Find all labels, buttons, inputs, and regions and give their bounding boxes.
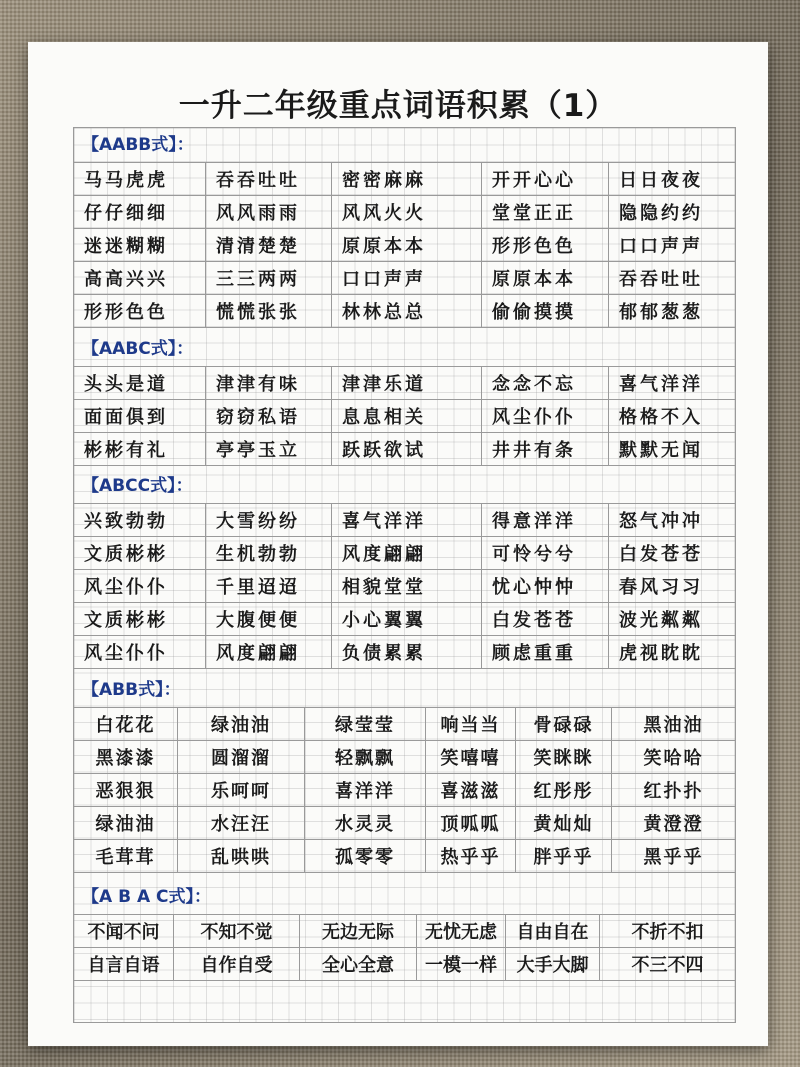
word-cell: 顶呱呱 [426, 807, 516, 840]
word-cell: 格格不入 [609, 400, 735, 433]
word-cell: 负债累累 [332, 636, 482, 669]
word-cell: 彬彬有礼 [74, 433, 206, 466]
word-cell: 乱哄哄 [178, 840, 305, 873]
section-aabc [74, 332, 735, 466]
word-cell: 孤零零 [305, 840, 426, 873]
word-cell: 高高兴兴 [74, 262, 206, 295]
word-cell: 密密麻麻 [332, 163, 482, 196]
word-cell: 津津有味 [206, 367, 332, 400]
word-cell: 热乎乎 [426, 840, 516, 873]
word-cell: 不闻不问 [74, 915, 174, 948]
word-cell: 忧心忡忡 [482, 570, 609, 603]
word-cell: 仔仔细细 [74, 196, 206, 229]
word-cell: 白发苍苍 [482, 603, 609, 636]
word-cell: 不折不扣 [600, 915, 735, 948]
word-cell: 津津乐道 [332, 367, 482, 400]
word-cell: 跃跃欲试 [332, 433, 482, 466]
word-cell: 井井有条 [482, 433, 609, 466]
word-cell: 头头是道 [74, 367, 206, 400]
word-cell: 风尘仆仆 [74, 570, 206, 603]
word-cell: 自言自语 [74, 948, 174, 981]
word-cell: 一模一样 [417, 948, 506, 981]
word-cell: 大手大脚 [506, 948, 600, 981]
word-table [73, 127, 736, 1023]
word-cell: 形形色色 [482, 229, 609, 262]
word-cell: 白发苍苍 [609, 537, 735, 570]
word-cell: 大腹便便 [206, 603, 332, 636]
grid-aabb [74, 162, 735, 328]
word-cell: 风尘仆仆 [482, 400, 609, 433]
grid-abb [74, 707, 735, 873]
word-cell: 笑嘻嘻 [426, 741, 516, 774]
word-cell: 慌慌张张 [206, 295, 332, 328]
section-header-aabc: 【AABC式】： [82, 339, 194, 359]
word-cell: 自作自受 [174, 948, 300, 981]
word-cell: 波光粼粼 [609, 603, 735, 636]
word-cell: 偷偷摸摸 [482, 295, 609, 328]
word-cell: 黄澄澄 [612, 807, 735, 840]
word-cell: 全心全意 [300, 948, 417, 981]
word-cell: 风风雨雨 [206, 196, 332, 229]
word-cell: 千里迢迢 [206, 570, 332, 603]
grid-abac [74, 914, 735, 981]
word-cell: 黑漆漆 [74, 741, 178, 774]
word-cell: 不三不四 [600, 948, 735, 981]
word-cell: 得意洋洋 [482, 504, 609, 537]
section-header-abac: 【A B A C式】： [82, 887, 212, 907]
word-cell: 林林总总 [332, 295, 482, 328]
word-cell: 骨碌碌 [516, 708, 612, 741]
word-cell: 吞吞吐吐 [206, 163, 332, 196]
word-cell: 红彤彤 [516, 774, 612, 807]
section-abb [74, 673, 735, 873]
word-cell: 开开心心 [482, 163, 609, 196]
word-cell: 圆溜溜 [178, 741, 305, 774]
word-cell: 绿油油 [74, 807, 178, 840]
word-cell: 默默无闻 [609, 433, 735, 466]
word-cell: 可怜兮兮 [482, 537, 609, 570]
page-title: 一升二年级重点词语积累（1） [178, 88, 618, 124]
word-cell: 兴致勃勃 [74, 504, 206, 537]
word-cell: 乐呵呵 [178, 774, 305, 807]
section-aabb [74, 128, 735, 328]
word-cell: 原原本本 [482, 262, 609, 295]
word-cell: 三三两两 [206, 262, 332, 295]
word-cell: 吞吞吐吐 [609, 262, 735, 295]
word-cell: 虎视眈眈 [609, 636, 735, 669]
word-cell: 怒气冲冲 [609, 504, 735, 537]
word-cell: 胖乎乎 [516, 840, 612, 873]
word-cell: 马马虎虎 [74, 163, 206, 196]
paper-sheet [28, 42, 768, 1046]
word-cell: 红扑扑 [612, 774, 735, 807]
word-cell: 水汪汪 [178, 807, 305, 840]
word-cell: 文质彬彬 [74, 603, 206, 636]
section-abcc [74, 469, 735, 669]
word-cell: 笑眯眯 [516, 741, 612, 774]
word-cell: 轻飘飘 [305, 741, 426, 774]
word-cell: 生机勃勃 [206, 537, 332, 570]
word-cell: 响当当 [426, 708, 516, 741]
word-cell: 息息相关 [332, 400, 482, 433]
word-cell: 黑油油 [612, 708, 735, 741]
word-cell: 郁郁葱葱 [609, 295, 735, 328]
word-cell: 喜气洋洋 [609, 367, 735, 400]
word-cell: 喜滋滋 [426, 774, 516, 807]
section-header-aabb: 【AABB式】： [82, 135, 194, 155]
word-cell: 清清楚楚 [206, 229, 332, 262]
word-cell: 亭亭玉立 [206, 433, 332, 466]
word-cell: 恶狠狠 [74, 774, 178, 807]
word-cell: 白花花 [74, 708, 178, 741]
word-cell: 自由自在 [506, 915, 600, 948]
word-cell: 喜洋洋 [305, 774, 426, 807]
word-cell: 无边无际 [300, 915, 417, 948]
word-cell: 念念不忘 [482, 367, 609, 400]
word-cell: 小心翼翼 [332, 603, 482, 636]
word-cell: 口口声声 [332, 262, 482, 295]
word-cell: 形形色色 [74, 295, 206, 328]
grid-abcc [74, 503, 735, 669]
word-cell: 窃窃私语 [206, 400, 332, 433]
word-cell: 春风习习 [609, 570, 735, 603]
word-cell: 黄灿灿 [516, 807, 612, 840]
word-cell: 口口声声 [609, 229, 735, 262]
word-cell: 文质彬彬 [74, 537, 206, 570]
word-cell: 不知不觉 [174, 915, 300, 948]
word-cell: 堂堂正正 [482, 196, 609, 229]
word-cell: 风度翩翩 [332, 537, 482, 570]
word-cell: 毛茸茸 [74, 840, 178, 873]
section-header-abcc: 【ABCC式】： [82, 476, 193, 496]
word-cell: 喜气洋洋 [332, 504, 482, 537]
word-cell: 大雪纷纷 [206, 504, 332, 537]
grid-aabc [74, 366, 735, 466]
word-cell: 风尘仆仆 [74, 636, 206, 669]
word-cell: 原原本本 [332, 229, 482, 262]
section-abac [74, 880, 735, 981]
word-cell: 顾虑重重 [482, 636, 609, 669]
word-cell: 水灵灵 [305, 807, 426, 840]
word-cell: 相貌堂堂 [332, 570, 482, 603]
word-cell: 黑乎乎 [612, 840, 735, 873]
word-cell: 绿油油 [178, 708, 305, 741]
word-cell: 日日夜夜 [609, 163, 735, 196]
word-cell: 隐隐约约 [609, 196, 735, 229]
word-cell: 笑哈哈 [612, 741, 735, 774]
word-cell: 面面俱到 [74, 400, 206, 433]
section-header-abb: 【ABB式】： [82, 680, 181, 700]
word-cell: 风度翩翩 [206, 636, 332, 669]
word-cell: 无忧无虑 [417, 915, 506, 948]
word-cell: 绿莹莹 [305, 708, 426, 741]
word-cell: 风风火火 [332, 196, 482, 229]
word-cell: 迷迷糊糊 [74, 229, 206, 262]
